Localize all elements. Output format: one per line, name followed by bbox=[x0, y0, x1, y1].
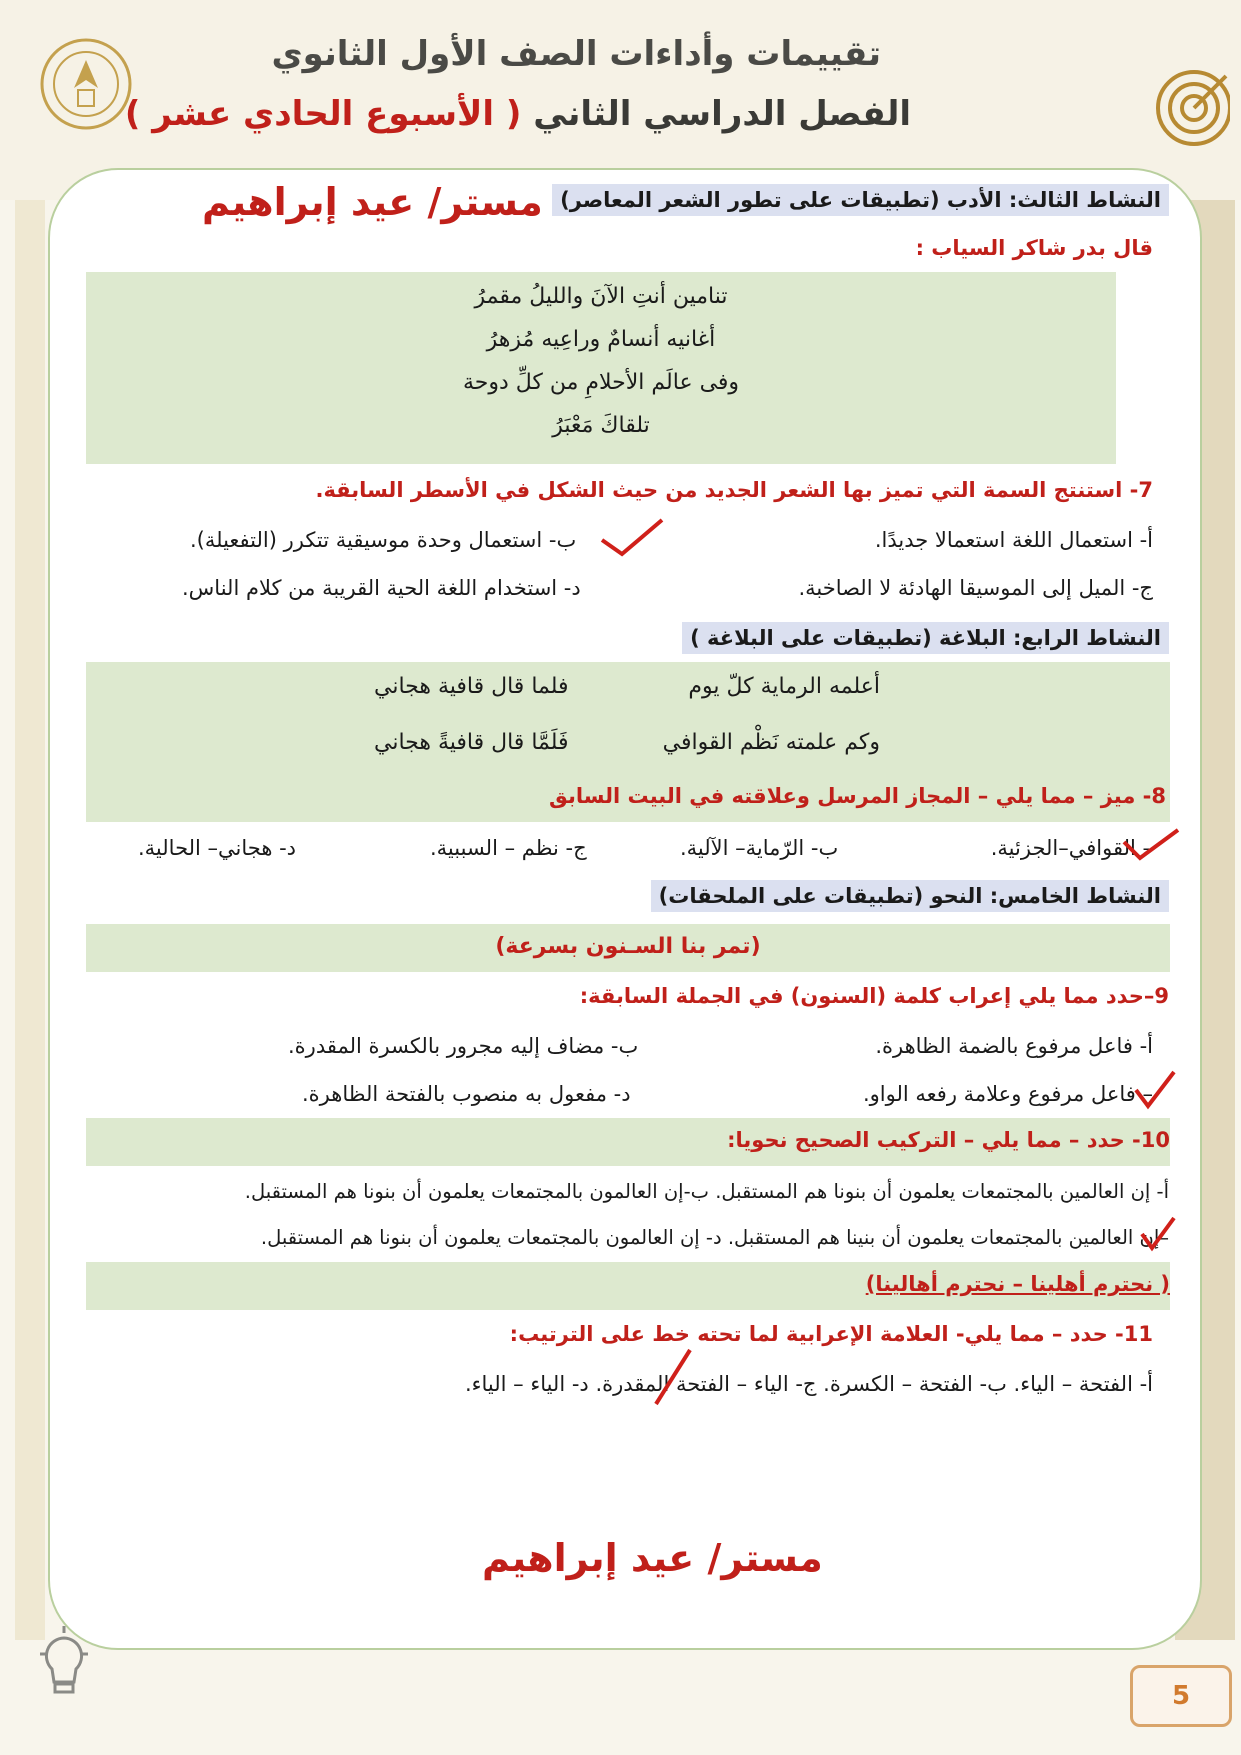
semester-label: الفصل الدراسي الثاني bbox=[533, 94, 911, 134]
q9-option-a: أ- فاعل مرفوع بالضمة الظاهرة. bbox=[875, 1034, 1153, 1058]
q7-option-d: د- استخدام اللغة الحية القريبة من كلام الناس. bbox=[182, 576, 581, 600]
poem-line: وفى عالَم الأحلامِ من كلِّ دوحة bbox=[462, 370, 740, 395]
verse1-second-half: فلما قال قافية هجاني bbox=[374, 674, 569, 699]
ministry-logo-icon bbox=[16, 18, 156, 158]
page-subtitle bbox=[125, 94, 911, 134]
page-title: تقييمات وأداءات الصف الأول الثانوي bbox=[271, 34, 881, 74]
q7-option-b: ب- استعمال وحدة موسيقية تتكرر (التفعيلة). bbox=[190, 528, 577, 552]
q9-option-b: ب- مضاف إليه مجرور بالكسرة المقدرة. bbox=[288, 1034, 639, 1058]
q7-option-a: أ- استعمال اللغة استعمالا جديدًا. bbox=[874, 528, 1153, 552]
question-10: 10- حدد – مما يلي – التركيب الصحيح نحويا: bbox=[727, 1128, 1170, 1152]
example-box bbox=[86, 1262, 1170, 1310]
activity3-title: النشاط الثالث: الأدب (تطبيقات على تطور الشعر المعاصر) bbox=[552, 184, 1169, 216]
teacher-name-footer: مستر/ عيد إبراهيم bbox=[482, 1536, 823, 1580]
q11-options: أ- الفتحة – الياء. ب- الفتحة – الكسرة. ج- الياء – الفتحة المقدرة. د- الياء – الياء. bbox=[464, 1372, 1153, 1396]
q7-option-c: ج- الميل إلى الموسيقا الهادئة لا الصاخبة. bbox=[798, 576, 1153, 600]
question-10-box bbox=[86, 1118, 1170, 1166]
verse1-first-half: أعلمه الرماية كلّ يوم bbox=[688, 674, 880, 699]
activity4-title: النشاط الرابع: البلاغة (تطبيقات على البلاغة ) bbox=[682, 622, 1169, 654]
teacher-name: مستر/ عيد إبراهيم bbox=[202, 180, 543, 224]
poem-line: تلقاكَ مَعْبَرُ bbox=[552, 413, 650, 438]
checkmark-icon bbox=[598, 514, 668, 560]
checkmark-icon bbox=[1130, 1068, 1180, 1112]
verse-box bbox=[86, 662, 1170, 822]
poem-box bbox=[86, 272, 1116, 464]
q8-option-a: – القوافي–الجزئية. bbox=[990, 836, 1153, 860]
q10-options-ab: أ- إن العالمين بالمجتمعات يعلمون أن بنونا هم المستقبل. ب-إن العالمون بالمجتمعات يعلمون أن بنونا هم المستقبل. bbox=[244, 1180, 1169, 1203]
q8-option-b: ب- الرّماية– الآلية. bbox=[680, 836, 839, 860]
lightbulb-icon bbox=[36, 1624, 92, 1716]
q10-options-cd: –إن العالمين بالمجتمعات يعلمون أن بنينا هم المستقبل. د- إن العالمون بالمجتمعات يعلمون أن بنونا هم المستقبل. bbox=[260, 1226, 1169, 1249]
poem-line: تنامين أنتِ الآنَ والليلُ مقمرُ bbox=[474, 284, 728, 309]
poem-intro: قال بدر شاكر السياب : bbox=[915, 236, 1153, 260]
verse2-second-half: فَلَمَّا قال قافيةً هجاني bbox=[374, 730, 569, 755]
checkmark-icon bbox=[1120, 822, 1182, 864]
poem-line: أغانيه أنسامٌ وراعِيه مُزهرُ bbox=[486, 327, 716, 352]
sentence-text: (تمر بنا السـنون بسرعة) bbox=[495, 934, 761, 959]
checkmark-icon bbox=[650, 1346, 696, 1410]
example-text: ( نحترم أهلينا – نحترم أهالينا) bbox=[865, 1272, 1170, 1296]
page-number: 5 bbox=[1130, 1665, 1232, 1727]
target-icon bbox=[1150, 40, 1230, 170]
question-8: 8- ميز – مما يلي – المجاز المرسل وعلاقته في البيت السابق bbox=[549, 784, 1166, 808]
question-7: 7- استنتج السمة التي تميز بها الشعر الجديد من حيث الشكل في الأسطر السابقة. bbox=[315, 478, 1153, 502]
sentence-box bbox=[86, 924, 1170, 972]
verse2-first-half: وكم علمته نَظْم القوافي bbox=[662, 730, 880, 755]
question-11: 11- حدد – مما يلي- العلامة الإعرابية لما تحته خط على الترتيب: bbox=[509, 1322, 1153, 1346]
q8-option-d: د- هجاني– الحالية. bbox=[138, 836, 297, 860]
checkmark-icon bbox=[1136, 1214, 1180, 1254]
q8-option-c: ج- نظم – السببية. bbox=[430, 836, 587, 860]
week-label: ( الأسبوع الحادي عشر ) bbox=[124, 94, 522, 134]
activity5-title: النشاط الخامس: النحو (تطبيقات على الملحقات) bbox=[651, 880, 1169, 912]
q9-option-d: د- مفعول به منصوب بالفتحة الظاهرة. bbox=[302, 1082, 631, 1106]
q9-option-c: – فاعل مرفوع وعلامة رفعه الواو. bbox=[862, 1082, 1153, 1106]
question-9: 9–حدد مما يلي إعراب كلمة (السنون) في الجملة السابقة: bbox=[579, 984, 1169, 1008]
